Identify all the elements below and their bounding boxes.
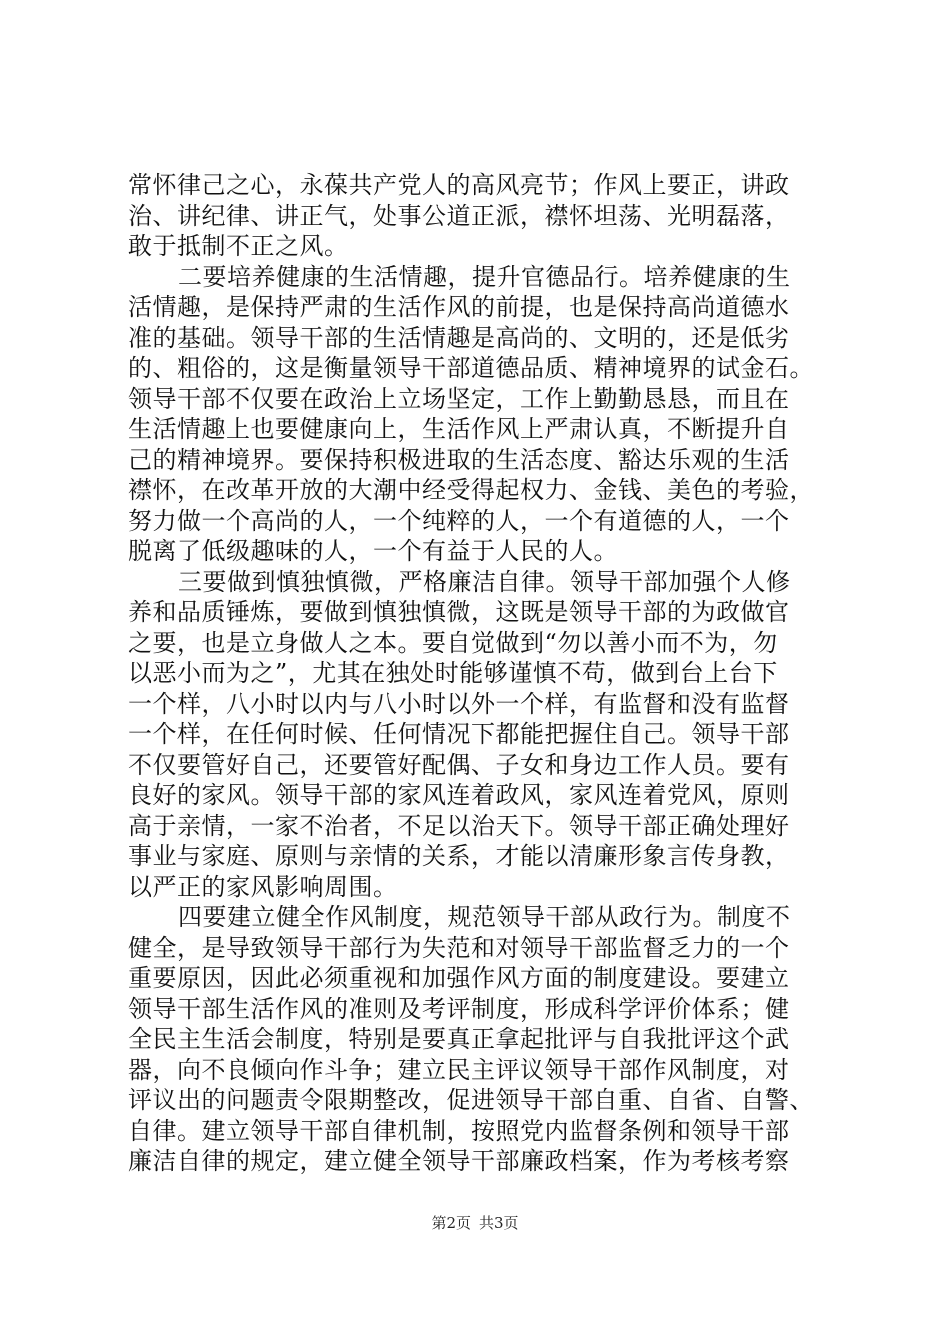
paragraph-start-line: 四要建立健全作风制度，规范领导干部从政行为。制度不 [178, 903, 791, 931]
text-line: 良好的家风。领导干部的家风连着政风，家风连着党风，原则 [128, 781, 790, 809]
text-line: 敢于抵制不正之风。 [128, 232, 349, 260]
text-line: 襟怀，在改革开放的大潮中经受得起权力、金钱、美色的考验， [128, 476, 814, 504]
text-line: 己的精神境界。要保持积极进取的生活态度、豁达乐观的生活 [128, 445, 790, 474]
text-line: 的、粗俗的，这是衡量领导干部道德品质、精神境界的试金石。 [128, 354, 814, 382]
text-line: 准的基础。领导干部的生活情趣是高尚的、文明的，还是低劣 [128, 323, 790, 352]
text-line: 之要，也是立身做人之本。要自觉做到“勿以善小而不为，勿 [128, 628, 778, 657]
text-line: 高于亲情，一家不治者，不足以治天下。领导干部正确处理好 [128, 811, 790, 840]
text-line: 生活情趣上也要健康向上，生活作风上严肃认真，不断提升自 [128, 415, 790, 443]
paragraph-start-line: 三要做到慎独慎微，严格廉洁自律。领导干部加强个人修 [178, 567, 791, 596]
text-line: 常怀律己之心，永葆共产党人的高风亮节；作风上要正，讲政 [128, 171, 790, 199]
text-line: 养和品质锤炼，要做到慎独慎微，这既是领导干部的为政做官 [128, 598, 790, 626]
page-footer [0, 1212, 950, 1234]
text-line: 一个样，八小时以内与八小时以外一个样，有监督和没有监督 [128, 689, 790, 718]
text-line: 不仅要管好自己，还要管好配偶、子女和身边工作人员。要有 [128, 750, 790, 779]
text-line: 全民主生活会制度，特别是要真正拿起批评与自我批评这个武 [128, 1025, 790, 1053]
text-line: 廉洁自律的规定，建立健全领导干部廉政档案，作为考核考察 [128, 1147, 790, 1175]
text-line: 以恶小而为之”，尤其在独处时能够谨慎不苟，做到台上台下 [128, 659, 778, 687]
text-line: 自律。建立领导干部自律机制，按照党内监督条例和领导干部 [128, 1116, 790, 1145]
text-line: 评议出的问题责令限期整改，促进领导干部自重、自省、自警、 [128, 1086, 814, 1114]
page-number: 第2页 [431, 1214, 471, 1232]
text-line: 努力做一个高尚的人，一个纯粹的人，一个有道德的人，一个 [128, 506, 790, 535]
text-line: 健全，是导致领导干部行为失范和对领导干部监督乏力的一个 [128, 933, 790, 962]
paragraph-start-line: 二要培养健康的生活情趣，提升官德品行。培养健康的生 [178, 262, 791, 291]
text-line: 重要原因，因此必须重视和加强作风方面的制度建设。要建立 [128, 964, 790, 992]
text-line: 治、讲纪律、讲正气，处事公道正派，襟怀坦荡、光明磊落， [128, 201, 790, 230]
text-line: 以严正的家风影响周围。 [128, 872, 398, 901]
text-line: 领导干部生活作风的准则及考评制度，形成科学评价体系；健 [128, 994, 790, 1023]
text-line: 器，向不良倾向作斗争；建立民主评议领导干部作风制度，对 [128, 1055, 790, 1084]
text-line: 事业与家庭、原则与亲情的关系，才能以清廉形象言传身教， [128, 842, 790, 870]
text-line: 脱离了低级趣味的人，一个有益于人民的人。 [128, 537, 618, 565]
text-line: 一个样，在任何时候、任何情况下都能把握住自己。领导干部 [128, 720, 790, 748]
text-line: 领导干部不仅要在政治上立场坚定，工作上勤勤恳恳，而且在 [128, 384, 790, 413]
page-total: 共3页 [479, 1214, 519, 1232]
text-line: 活情趣，是保持严肃的生活作风的前提，也是保持高尚道德水 [128, 293, 790, 321]
